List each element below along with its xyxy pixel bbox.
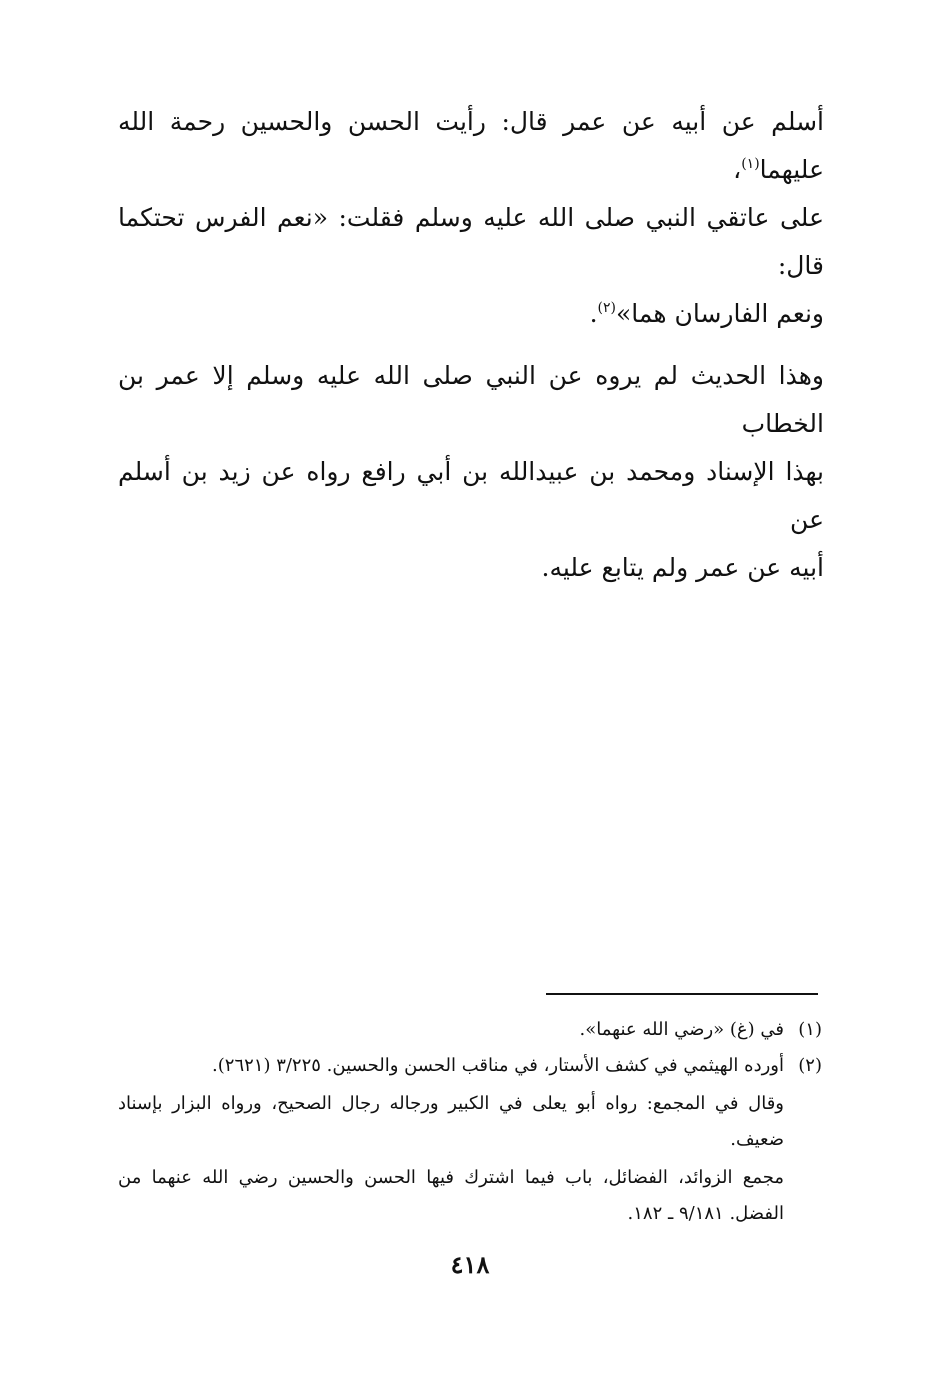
line-text: على عاتقي النبي صلى الله عليه وسلم فقلت: «نعم الفرس تحتكما قال: <box>118 203 824 280</box>
footnote-2 <box>118 1048 822 1084</box>
paragraph-line: وهذا الحديث لم يروه عن النبي صلى الله عليه وسلم إلا عمر بن الخطاب <box>118 361 824 438</box>
paragraph-line: أبيه عن عمر ولم يتابع عليه. <box>541 553 824 582</box>
footnote-divider <box>546 993 818 995</box>
footnote-2-continuation: وقال في المجمع: رواه أبو يعلى في الكبير ورجاله رجال الصحيح، ورواه البزار بإسناد ضعيف. <box>118 1093 784 1150</box>
line-text: أسلم عن أبيه عن عمر قال: رأيت الحسن والحسين رحمة الله عليهما <box>118 107 824 184</box>
line-end-punct: . <box>589 299 598 328</box>
paragraph-line <box>118 290 824 338</box>
paragraph-line <box>118 98 824 194</box>
main-text <box>118 98 824 606</box>
footnote-2-continuation: مجمع الزوائد، الفضائل، باب فيما اشترك فيها الحسن والحسين رضي الله عنهما من الفضل. ٩/١٨١ ـ ١٨٢. <box>118 1167 784 1224</box>
footnote-text: في (غ) «رضي الله عنهما». <box>579 1019 784 1040</box>
paragraph-hadith <box>118 98 824 338</box>
footnotes <box>118 1012 822 1232</box>
line-text: ونعم الفارسان هما» <box>616 299 824 328</box>
footnote-ref-1: (١) <box>741 156 760 172</box>
footnote-1 <box>118 1012 822 1048</box>
paragraph-commentary <box>118 352 824 592</box>
footnote-text: أورده الهيثمي في كشف الأستار، في مناقب الحسن والحسين. ٣/٢٢٥ (٢٦٢١). <box>212 1055 784 1076</box>
page-number: ٤١٨ <box>450 1250 490 1279</box>
footnote-number: (١) <box>798 1019 822 1040</box>
paragraph-line <box>118 194 824 290</box>
line-end-punct: ، <box>733 155 742 184</box>
footnote-ref-2: (٢) <box>597 300 616 316</box>
paragraph-line: بهذا الإسناد ومحمد بن عبيدالله بن أبي رافع رواه عن زيد بن أسلم عن <box>118 457 824 534</box>
footnote-number: (٢) <box>798 1055 822 1076</box>
